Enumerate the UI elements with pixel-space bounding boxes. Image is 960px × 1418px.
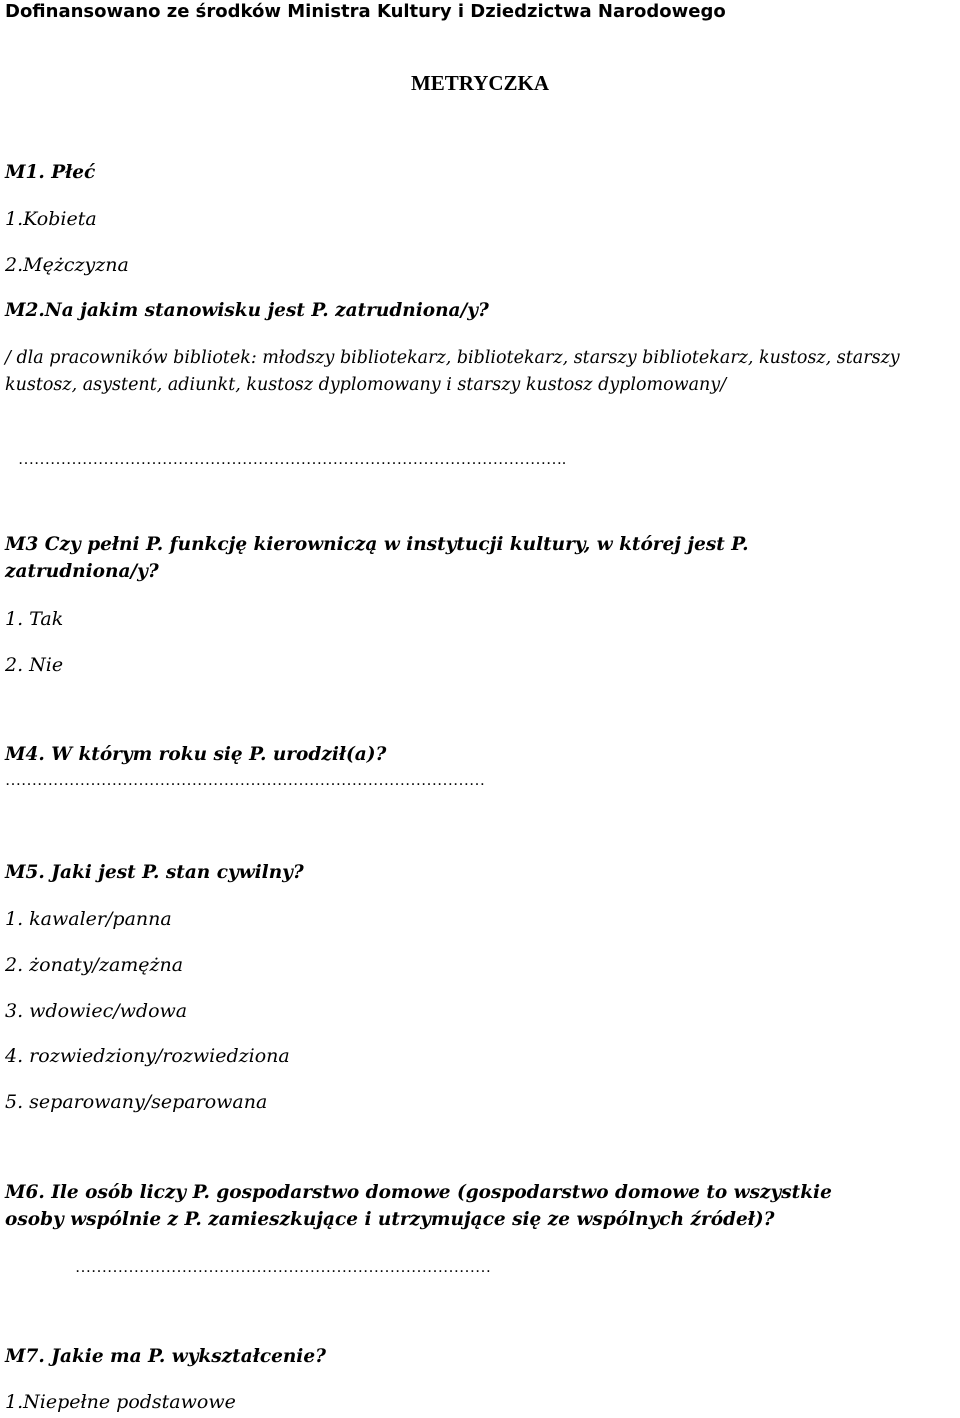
question-m2: M2.Na jakim stanowisku jest P. zatrudniona/y? — [5, 300, 489, 321]
m5-option-5[interactable]: 5. separowany/separowana — [5, 1091, 268, 1113]
question-m3-line2: zatrudniona/y? — [5, 561, 159, 582]
m1-option-1[interactable]: 1.Kobieta — [5, 208, 97, 230]
m5-option-2[interactable]: 2. żonaty/zamężna — [5, 954, 184, 976]
m4-answer-line[interactable]: ……………………………………………………………………………… — [5, 772, 485, 789]
m1-option-2[interactable]: 2.Mężczyzna — [5, 254, 129, 276]
m5-option-1[interactable]: 1. kawaler/panna — [5, 908, 172, 930]
question-m7: M7. Jakie ma P. wykształcenie? — [5, 1346, 326, 1367]
m2-note: / dla pracowników bibliotek: młodszy bibliotekarz, bibliotekarz, starszy bibliotekarz, kustosz, starszy kustosz, asystent, adiunkt, kustosz dyplomowany i starszy kustosz dyplomowany/ — [5, 348, 900, 395]
funding-note: Dofinansowano ze środków Ministra Kultury i Dziedzictwa Narodowego — [5, 1, 726, 22]
question-m5: M5. Jaki jest P. stan cywilny? — [5, 862, 304, 883]
m3-option-1[interactable]: 1. Tak — [5, 608, 64, 630]
m5-option-4[interactable]: 4. rozwiedziony/rozwiedziona — [5, 1045, 290, 1067]
question-m6-line1: M6. Ile osób liczy P. gospodarstwo domowe (gospodarstwo domowe to wszystkie — [5, 1182, 832, 1203]
m7-option-1[interactable]: 1.Niepełne podstawowe — [5, 1391, 236, 1413]
question-m1: M1. Płeć — [5, 162, 96, 183]
m3-option-2[interactable]: 2. Nie — [5, 654, 64, 676]
question-m3-line1: M3 Czy pełni P. funkcję kierowniczą w instytucji kultury, w której jest P. — [5, 534, 749, 555]
m2-answer-line[interactable]: …………………………………………………………………………………………. — [18, 451, 566, 468]
m6-answer-line[interactable]: …………………………………………………………………… — [75, 1259, 491, 1276]
m5-option-3[interactable]: 3. wdowiec/wdowa — [5, 1000, 188, 1022]
question-m4: M4. W którym roku się P. urodził(a)? — [5, 744, 387, 765]
question-m6-line2: osoby wspólnie z P. zamieszkujące i utrzymujące się ze wspólnych źródeł)? — [5, 1209, 775, 1230]
page-title: METRYCZKA — [410, 71, 550, 95]
